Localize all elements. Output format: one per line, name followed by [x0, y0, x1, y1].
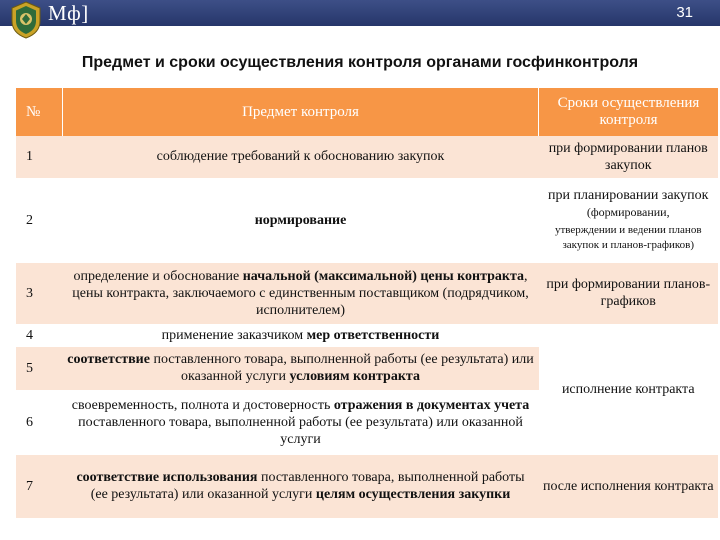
header-subject: Предмет контроля	[63, 88, 539, 136]
table-row	[16, 324, 718, 346]
slide-title: Предмет и сроки осуществления контроля органами госфинконтроля	[81, 54, 639, 71]
subject-part-c: , цены контракта, заключаемого с единственным поставщиком (подрядчиком, исполнителем)	[72, 268, 529, 318]
table-row	[16, 178, 718, 262]
row-subject	[63, 346, 539, 390]
emblem-icon	[10, 1, 42, 39]
row-num: 3	[16, 262, 63, 324]
terms-small: утверждении и ведении планов закупок и планов-графиков)	[554, 224, 702, 251]
terms-main: при планировании закупок	[548, 188, 709, 203]
row-terms-merged: исполнение контракта	[539, 324, 719, 454]
table-row	[16, 454, 718, 518]
row-num: 7	[16, 454, 63, 518]
row-subject	[63, 262, 539, 324]
row-num: 1	[16, 136, 63, 178]
subject-part-c: целям осуществления закупки	[315, 487, 511, 502]
row-subject	[63, 324, 539, 346]
subject-part-b: мер ответственности	[306, 327, 440, 343]
table-row	[16, 136, 718, 178]
row-terms: при формировании планов-графиков	[539, 262, 719, 324]
control-table	[16, 88, 718, 519]
subject-part-a: соответствие использования	[76, 470, 258, 485]
subject-part-b: поставленного товара, выполненной работы (ее результата) или оказанной услуги	[90, 470, 525, 502]
subject-part-b: отражения в документах учета	[333, 397, 530, 413]
row-subject: нормирование	[63, 178, 539, 262]
row-terms: после исполнения контракта	[539, 454, 719, 518]
header-num: №	[16, 88, 63, 136]
terms-paren: (формировании,	[586, 205, 670, 219]
row-terms	[539, 178, 719, 262]
row-num: 4	[16, 324, 63, 346]
subject-part-a: соответствие	[67, 352, 150, 367]
row-terms: при формировании планов закупок	[539, 136, 719, 178]
row-num: 2	[16, 178, 63, 262]
subject-part-b: начальной (максимальной) цены контракта	[242, 268, 525, 284]
subject-part-a: своевременность, полнота и достоверность	[71, 397, 334, 413]
logo-text: Мф]	[48, 1, 89, 25]
row-num: 6	[16, 390, 63, 454]
row-num: 5	[16, 346, 63, 390]
row-subject: соблюдение требований к обоснованию закупок	[63, 136, 539, 178]
subject-part-c: поставленного товара, выполненной работы (ее результата) или оказанной услуги	[78, 414, 523, 447]
row-subject	[63, 454, 539, 518]
subject-part-a: определение и обоснование	[73, 268, 243, 284]
page-number: 31	[676, 4, 693, 21]
table-row	[16, 262, 718, 324]
subject-part-b: поставленного товара, выполненной работы (ее результата) или оказанной услуги	[149, 352, 534, 384]
table-header-row	[16, 88, 718, 136]
subject-part-c: условиям контракта	[289, 369, 420, 384]
slide-header	[0, 0, 720, 26]
subject-part-a: применение заказчиком	[161, 327, 307, 343]
header-terms: Сроки осуществления контроля	[539, 88, 719, 136]
row-subject	[63, 390, 539, 454]
